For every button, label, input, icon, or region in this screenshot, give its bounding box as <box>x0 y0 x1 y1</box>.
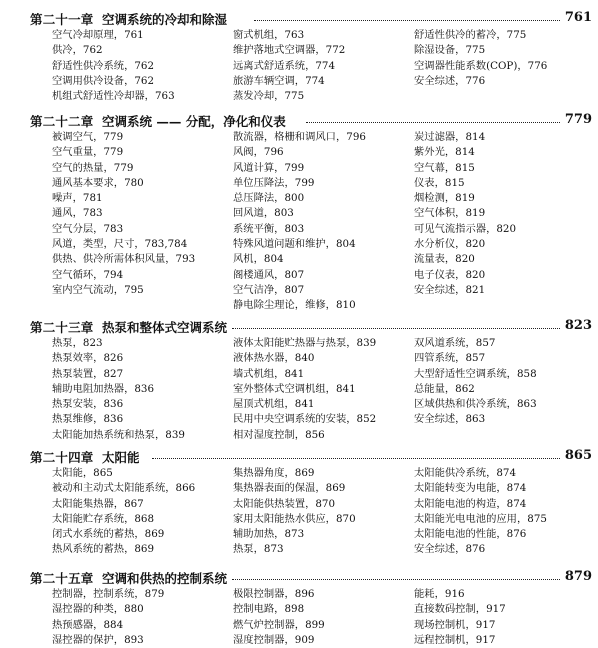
toc-entry: 空调器性能系数(COP)，776 <box>414 59 548 72</box>
toc-entry: 风道，类型，尺寸，783,784 <box>52 238 188 251</box>
toc-entry: 空气幕，815 <box>414 161 475 174</box>
toc-entry: 除湿设备，775 <box>414 44 486 57</box>
toc-entry: 室外整体式空调机组，841 <box>233 382 356 395</box>
toc-entry: 热泵安装，836 <box>52 398 124 411</box>
toc-entry: 太阳能集热器，867 <box>52 497 144 510</box>
toc-entry: 极限控制器，896 <box>233 588 315 600</box>
toc-entry: 烟检测，819 <box>414 192 475 205</box>
toc-entry: 通风，783 <box>52 207 103 220</box>
chapter-number: 第二十四章 <box>30 450 94 465</box>
toc-entry: 闭式水系统的蓄热，869 <box>52 528 165 541</box>
entry-column <box>414 28 547 89</box>
toc-entry: 燃气炉控制器，899 <box>233 618 325 631</box>
toc-entry: 控制器，控制系统，879 <box>52 588 165 600</box>
dot-leader <box>306 122 560 123</box>
toc-entry: 窗式机组，763 <box>233 29 305 41</box>
toc-entry: 家用太阳能热水供应，870 <box>233 512 356 525</box>
toc-entry: 风机，804 <box>233 253 284 266</box>
toc-entry: 远程控制机，917 <box>414 633 496 646</box>
toc-entry: 机组式舒适性冷却器，763 <box>52 90 175 103</box>
toc-entry: 静电除尘理论，维修，810 <box>233 299 356 312</box>
toc-entry: 现场控制机，917 <box>414 618 496 631</box>
toc-entry: 风阀，796 <box>233 146 284 159</box>
toc-entry: 被动和主动式太阳能系统，866 <box>52 482 196 495</box>
toc-entry: 仪表，815 <box>414 176 465 189</box>
toc-entry: 空调用供冷设备，762 <box>52 74 155 87</box>
toc-entry: 热泵效率，826 <box>52 352 124 365</box>
toc-entry: 热泵，823 <box>52 337 103 349</box>
chapter-page-number: 779 <box>564 112 592 127</box>
toc-entry: 太阳能转变为电能，874 <box>414 482 527 495</box>
toc-entry: 远离式舒适系统，774 <box>233 59 336 72</box>
toc-entry: 液体太阳能贮热器与热泵，839 <box>233 337 377 349</box>
chapter-page-number: 879 <box>564 569 592 584</box>
toc-entry: 热预感器，884 <box>52 618 124 631</box>
toc-entry: 集热器角度，869 <box>233 467 315 479</box>
toc-entry: 太阳能供热装置，870 <box>233 497 336 510</box>
chapter-page-number: 865 <box>564 448 592 463</box>
toc-entry: 相对湿度控制，856 <box>233 428 325 441</box>
toc-entry: 双风道系统，857 <box>414 337 496 349</box>
toc-entry: 旅游车辆空调，774 <box>233 74 325 87</box>
toc-entry: 被调空气，779 <box>52 131 124 143</box>
toc-entry: 供冷，762 <box>52 44 103 57</box>
toc-entry: 墙式机组，841 <box>233 367 305 380</box>
chapter-header <box>0 448 598 464</box>
chapter-number: 第二十三章 <box>30 320 94 335</box>
toc-entry: 湿控器的保护，893 <box>52 633 144 646</box>
entry-column <box>233 587 325 648</box>
chapter-title: 空调系统的冷却和除湿 <box>102 12 228 27</box>
toc-entry: 屋顶式机组，841 <box>233 398 315 411</box>
toc-entry: 太阳能电池的性能，876 <box>414 528 527 541</box>
chapter-number: 第二十一章 <box>30 12 94 27</box>
chapter-title: 热泵和整体式空调系统 <box>102 320 228 335</box>
chapter-page-number: 761 <box>564 10 592 25</box>
toc-entry: 舒适性供冷系统，762 <box>52 59 155 72</box>
toc-entry: 安全综述，863 <box>414 413 486 426</box>
toc-entry: 空气重量，779 <box>52 146 124 159</box>
toc-entry: 可见气流指示器，820 <box>414 222 517 235</box>
toc-entry: 安全综述，876 <box>414 543 486 556</box>
chapter-title: 空调系统 —— 分配，净化和仪表 <box>102 114 286 129</box>
entry-column <box>52 466 195 558</box>
chapter-title: 空调和供热的控制系统 <box>102 571 228 586</box>
toc-entry: 控制电路，898 <box>233 603 305 616</box>
toc-entry: 散流器，格栅和调风口，796 <box>233 131 366 143</box>
entry-column <box>233 28 345 104</box>
dot-leader <box>232 579 560 580</box>
entry-column <box>414 336 537 428</box>
toc-entry: 湿度控制器，909 <box>233 633 315 646</box>
toc-entry: 民用中央空调系统的安装，852 <box>233 413 377 426</box>
chapter-header <box>0 569 598 585</box>
toc-entry: 太阳能光电电池的应用，875 <box>414 512 547 525</box>
toc-entry: 空气分层，783 <box>52 222 124 235</box>
entry-column <box>414 130 516 298</box>
toc-entry: 回风道，803 <box>233 207 294 220</box>
toc-entry: 热泵维修，836 <box>52 413 124 426</box>
entry-column <box>414 587 506 648</box>
toc-entry: 空气的热量，779 <box>52 161 134 174</box>
toc-entry: 空气冷却原理，761 <box>52 29 144 41</box>
toc-entry: 太阳能，865 <box>52 467 113 479</box>
toc-entry: 蒸发冷却，775 <box>233 90 305 103</box>
toc-entry: 湿控器的种类，880 <box>52 603 144 616</box>
toc-entry: 辅助加热，873 <box>233 528 305 541</box>
toc-entry: 空气循环，794 <box>52 268 124 281</box>
toc-entry: 热风系统的蓄热，869 <box>52 543 155 556</box>
chapter-page-number: 823 <box>564 318 592 333</box>
dot-leader <box>152 458 560 459</box>
toc-entry: 直接数码控制，917 <box>414 603 506 616</box>
chapter-number: 第二十二章 <box>30 114 94 129</box>
dot-leader <box>232 328 560 329</box>
toc-entry: 风道计算，799 <box>233 161 305 174</box>
toc-entry: 流量表，820 <box>414 253 475 266</box>
toc-entry: 紫外光，814 <box>414 146 475 159</box>
toc-entry: 四管系统，857 <box>414 352 486 365</box>
entry-column <box>52 587 164 648</box>
toc-entry: 系统平衡，803 <box>233 222 305 235</box>
toc-entry: 舒适性供冷的蓄冷，775 <box>414 29 527 41</box>
toc-entry: 空气洁净，807 <box>233 283 305 296</box>
chapter-header <box>0 318 598 334</box>
toc-entry: 单位压降法，799 <box>233 176 315 189</box>
toc-entry: 供热、供冷所需体积风量，793 <box>52 253 196 266</box>
chapter-header <box>0 10 598 26</box>
toc-entry: 噪声，781 <box>52 192 103 205</box>
toc-entry: 电子仪表，820 <box>414 268 486 281</box>
toc-entry: 大型舒适性空调系统，858 <box>414 367 537 380</box>
dot-leader <box>254 20 560 21</box>
entry-column <box>414 466 547 558</box>
toc-entry: 室内空气流动，795 <box>52 283 144 296</box>
toc-entry: 阁楼通风，807 <box>233 268 305 281</box>
chapter-number: 第二十五章 <box>30 571 94 586</box>
toc-entry: 水分析仪，820 <box>414 238 486 251</box>
toc-entry: 太阳能贮存系统，868 <box>52 512 155 525</box>
toc-entry: 热泵装置，827 <box>52 367 124 380</box>
toc-entry: 安全综述，776 <box>414 74 486 87</box>
toc-entry: 区域供热和供冷系统，863 <box>414 398 537 411</box>
toc-entry: 炭过滤器，814 <box>414 131 486 143</box>
toc-entry: 集热器表面的保温，869 <box>233 482 346 495</box>
entry-column <box>52 336 185 443</box>
chapter-title: 太阳能 <box>102 450 140 465</box>
entry-column <box>52 28 175 104</box>
toc-entry: 热泵，873 <box>233 543 284 556</box>
toc-entry: 总能量，862 <box>414 382 475 395</box>
toc-entry: 总压降法，800 <box>233 192 305 205</box>
toc-entry: 空气体积，819 <box>414 207 486 220</box>
entry-column <box>233 130 366 314</box>
toc-entry: 通风基本要求，780 <box>52 176 144 189</box>
entry-column <box>233 466 356 558</box>
chapter-header <box>0 112 598 128</box>
toc-entry: 能耗，916 <box>414 588 465 600</box>
toc-entry: 太阳能加热系统和热泵，839 <box>52 428 185 441</box>
toc-entry: 液体热水器，840 <box>233 352 315 365</box>
entry-column <box>233 336 376 443</box>
toc-entry: 维护落地式空调器，772 <box>233 44 346 57</box>
toc-entry: 太阳能电池的构造，874 <box>414 497 527 510</box>
toc-entry: 安全综述，821 <box>414 283 486 296</box>
toc-entry: 特殊风道问题和维护，804 <box>233 238 356 251</box>
toc-entry: 辅助电阻加热器，836 <box>52 382 155 395</box>
entry-column <box>52 130 195 298</box>
toc-entry: 太阳能供冷系统，874 <box>414 467 517 479</box>
